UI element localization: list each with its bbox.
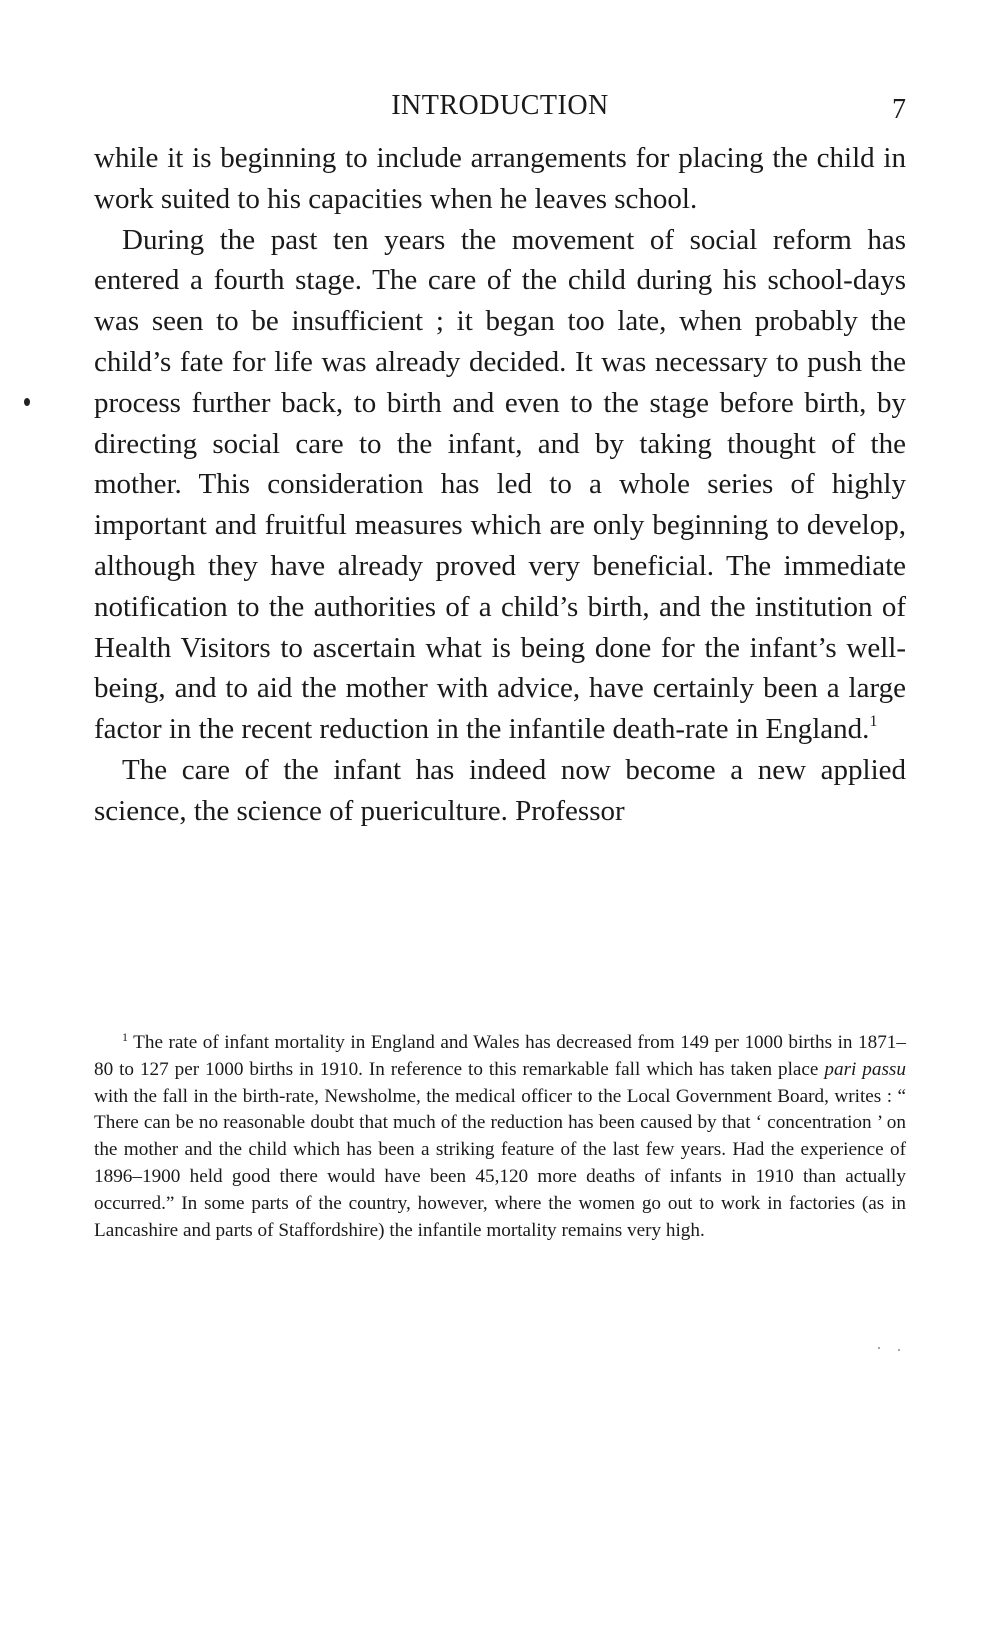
footnote-reference: 1 <box>869 713 878 731</box>
footnote <box>94 1030 906 1244</box>
chapter-title: INTRODUCTION <box>391 90 609 121</box>
paragraph-continued: while it is beginning to include arrangements for placing the child in work suited to his capacities when he leaves school. <box>94 142 906 215</box>
page-number: 7 <box>892 94 906 125</box>
margin-speck <box>24 398 30 406</box>
margin-speck <box>878 1347 880 1349</box>
main-text <box>94 138 906 832</box>
paragraph-social-reform <box>94 220 906 750</box>
paragraph-puericulture: The care of the infant has indeed now become a new applied science, the science of puericulture. Professor <box>94 753 906 827</box>
footnote-text-part2: with the fall in the birth-rate, Newsholme, the medical officer to the Local Government Board, writes : “ There can be no reasonable doubt that much of the reduction has been caused by that ‘ concentration ’ on the mother and the child which has been a striking feature of the last few years. Had the experience of 1896–1900 held good there would have been 45,120 more deaths of infants in 1910 than actually occurred.” In some parts of the country, however, where the women go out to work in factories (as in Lancashire and parts of Staffordshire) the infantile mortality remains very high. <box>94 1085 906 1241</box>
footnote-marker: 1 <box>122 1030 128 1044</box>
footnote-italic-phrase: pari passu <box>824 1058 906 1080</box>
margin-speck <box>898 1349 900 1351</box>
footnote-text-part1: The rate of infant mortality in England and Wales has decreased from 149 per 1000 births in 1871–80 to 127 per 1000 births in 1910. In reference to this remarkable fall which has taken place <box>94 1032 906 1080</box>
paragraph-text: During the past ten years the movement of social reform has entered a fourth stage. The care of the child during his school-days was seen to be insufficient ; it began too late, when probably the child’s fate for life was already decided. It was necessary to push the process further back, to birth and even to the stage before birth, by directing social care to the infant, and by taking thought of the mother. This consideration has led to a whole series of highly important and fruitful measures which are only beginning to develop, although they have already proved very beneficial. The immediate notification to the authorities of a child’s birth, and the institution of Health Visitors to ascertain what is being done for the infant’s well-being, and to aid the mother with advice, have certainly been a large factor in the recent reduction in the infantile death-rate in England. <box>94 223 906 746</box>
running-head <box>94 86 906 126</box>
